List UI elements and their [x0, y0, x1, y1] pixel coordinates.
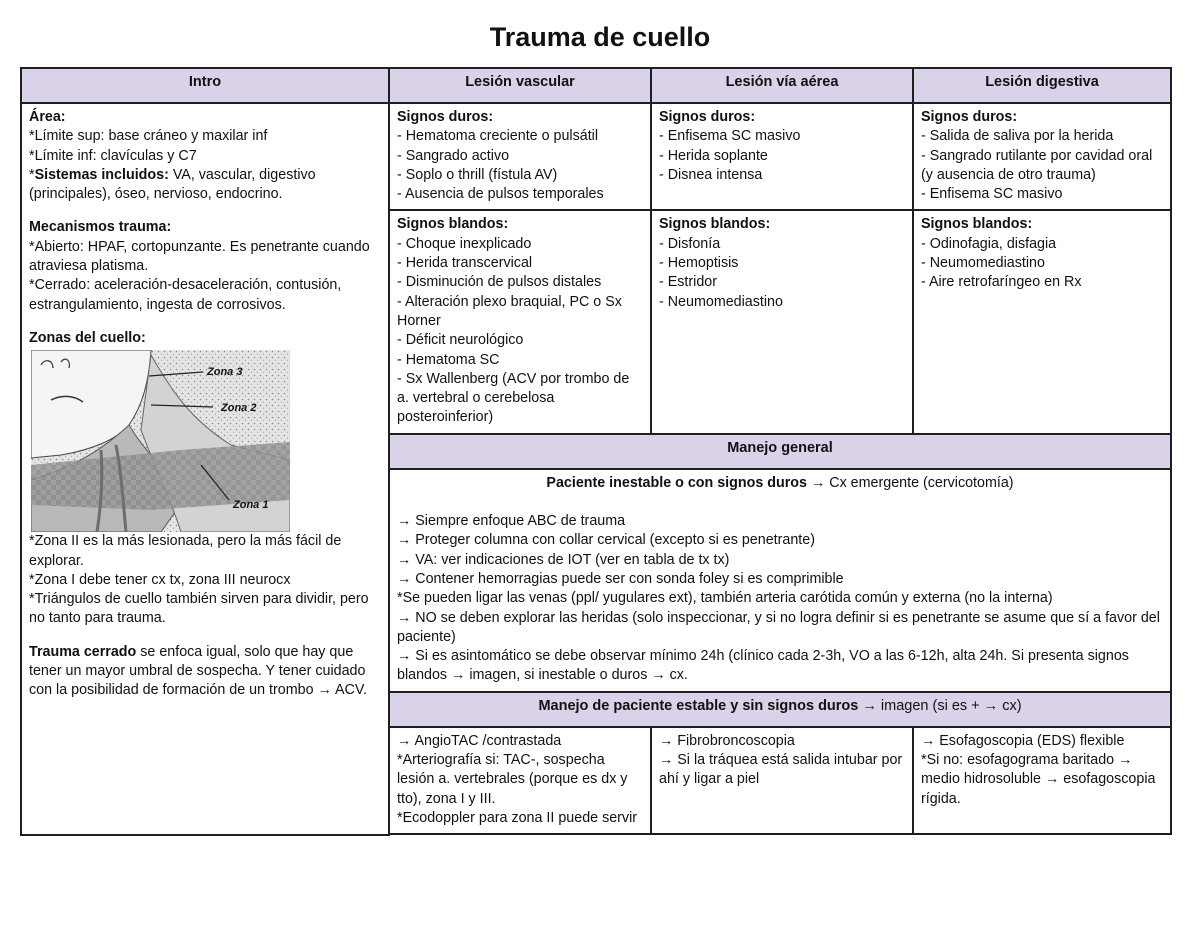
vascular-hard-signs — [389, 103, 651, 210]
systems-label: Sistemas incluidos: — [34, 166, 169, 183]
list-item: - Hematoma SC — [397, 351, 500, 368]
mechanism-closed: *Cerrado: aceleración-desaceleración, contusión, estrangulamiento, ingesta de corrosivos. — [29, 277, 342, 313]
list-item: - Enfisema SC masivo — [921, 186, 1063, 203]
list-item: → VA: ver indicaciones de IOT (ver en tabla de tx tx) — [397, 551, 730, 568]
list-item: → Esofagoscopia (EDS) flexible — [921, 732, 1125, 749]
list-item: - Sangrado activo — [397, 147, 510, 164]
unstable-line — [397, 474, 1163, 493]
list-item: - Salida de saliva por la herida — [921, 128, 1114, 145]
list-item: - Odinofagia, disfagia — [921, 235, 1057, 252]
area-line: *Límite sup: base cráneo y maxilar inf — [29, 128, 268, 145]
hard-signs-row — [21, 103, 1171, 210]
list-item: → NO se deben explorar las heridas (solo inspeccionar, y si no logra definir si es penetrante se asume que sí a favor del paciente) — [397, 609, 1160, 645]
hard-signs-label: Signos duros: — [397, 109, 494, 125]
list-item: → Si la tráquea está salida intubar por ahí y ligar a piel — [659, 752, 903, 788]
list-item: *Ecodoppler para zona II puede servir — [397, 809, 638, 826]
zone-note: *Triángulos de cuello también sirven para dividir, pero no tanto para trauma. — [29, 591, 369, 627]
list-item: - Disminución de pulsos distales — [397, 274, 602, 291]
list-item: - Aire retrofaríngeo en Rx — [921, 274, 1082, 291]
stable-management-header — [389, 692, 1171, 727]
list-item: → Siempre enfoque ABC de trauma — [397, 513, 626, 530]
zones-section — [29, 329, 381, 629]
list-item: → Proteger columna con collar cervical (excepto si es penetrante) — [397, 532, 815, 549]
list-item: - Hemoptisis — [659, 255, 739, 272]
intro-cell — [21, 103, 389, 835]
zone-note: *Zona II es la más lesionada, pero la más fácil de explorar. — [29, 533, 342, 569]
vascular-soft-signs — [389, 210, 651, 433]
area-label: Área: — [29, 109, 66, 125]
closed-trauma-label: Trauma cerrado — [29, 643, 137, 660]
header-airway: Lesión vía aérea — [651, 68, 913, 103]
neck-zones-illustration — [31, 350, 290, 532]
list-item: - Ausencia de pulsos temporales — [397, 186, 604, 203]
list-item: *Si no: esofagograma baritado → medio hidrosoluble → esofagoscopia rígida. — [921, 752, 1156, 807]
general-management-header: Manejo general — [389, 434, 1171, 469]
list-item: → Si es asintomático se debe observar mínimo 24h (clínico cada 2-3h, VO a las 6-12h, alta 24h. Si presenta signos blandos → imagen, si inestable o duros → cx. — [397, 648, 1129, 684]
list-item: → Fibrobroncoscopia — [659, 732, 795, 749]
page-title: Trauma de cuello — [489, 22, 711, 52]
zone-1-label: Zona 1 — [233, 499, 269, 512]
hard-signs-label: Signos duros: — [659, 109, 756, 125]
mechanism-open: *Abierto: HPAF, cortopunzante. Es penetrante cuando atraviesa platisma. — [29, 238, 370, 275]
systems-line: *Sistemas incluidos: VA, vascular, digestivo (principales), óseo, nervioso, endocrino. — [29, 166, 316, 203]
summary-table — [20, 67, 1172, 836]
list-item: - Déficit neurológico — [397, 332, 524, 349]
header-vascular: Lesión vascular — [389, 68, 651, 103]
list-item: - Alteración plexo braquial, PC o Sx Horner — [397, 293, 622, 329]
mechanisms-section — [29, 218, 381, 314]
area-line: *Límite inf: clavículas y C7 — [29, 147, 197, 164]
mechanisms-label: Mecanismos trauma: — [29, 219, 172, 236]
list-item: - Disnea intensa — [659, 166, 763, 183]
list-item: → Contener hemorragias puede ser con sonda foley si es comprimible — [397, 570, 844, 587]
header-digestive: Lesión digestiva — [913, 68, 1171, 103]
list-item: - Disfonía — [659, 235, 721, 252]
unstable-bold: Paciente inestable o con signos duros — [546, 474, 807, 491]
list-item: *Arteriografía si: TAC-, sospecha lesión a. vertebrales (porque es dx y tto), zona I y III. — [397, 752, 628, 807]
digestive-hard-signs — [913, 103, 1171, 210]
list-item: - Herida transcervical — [397, 255, 533, 272]
airway-stable-cell — [651, 727, 913, 834]
unstable-rest: → Cx emergente (cervicotomía) — [807, 474, 1014, 491]
general-management-cell — [389, 469, 1171, 692]
zone-note: *Zona I debe tener cx tx, zona III neurocx — [29, 571, 291, 588]
zone-2-label: Zona 2 — [221, 402, 257, 415]
airway-hard-signs — [651, 103, 913, 210]
airway-soft-signs — [651, 210, 913, 433]
list-item: - Sangrado rutilante por cavidad oral (y ausencia de otro trauma) — [921, 147, 1153, 183]
list-item: - Choque inexplicado — [397, 235, 532, 252]
soft-signs-label: Signos blandos: — [921, 216, 1033, 233]
vascular-stable-cell — [389, 727, 651, 834]
list-item: → AngioTAC /contrastada — [397, 732, 562, 749]
list-item: - Sx Wallenberg (ACV por trombo de a. vertebral o cerebelosa posteroinferior) — [397, 370, 630, 426]
closed-trauma-text: se enfoca igual, solo que hay que tener un mayor umbral de sospecha. Y tener cuidado con la posibilidad de formación de un trombo → ACV. — [29, 643, 368, 699]
stable-header-rest: → imagen (si es + → cx) — [858, 697, 1022, 714]
closed-trauma-note — [29, 643, 381, 701]
list-item: - Neumomediastino — [921, 255, 1045, 272]
hard-signs-label: Signos duros: — [921, 109, 1018, 125]
list-item: - Neumomediastino — [659, 293, 783, 310]
list-item: *Se pueden ligar las venas (ppl/ yugulares ext), también arteria carótida común y externa (no la interna) — [397, 590, 1053, 607]
stable-header-bold: Manejo de paciente estable y sin signos duros — [538, 697, 859, 714]
zones-label: Zonas del cuello: — [29, 329, 146, 346]
soft-signs-label: Signos blandos: — [659, 216, 771, 233]
header-row — [21, 68, 1171, 103]
digestive-soft-signs — [913, 210, 1171, 433]
list-item: - Herida soplante — [659, 147, 768, 164]
list-item: - Hematoma creciente o pulsátil — [397, 128, 599, 145]
list-item: - Soplo o thrill (fístula AV) — [397, 166, 558, 183]
digestive-stable-cell — [913, 727, 1171, 834]
zone-3-label: Zona 3 — [207, 366, 243, 379]
header-intro: Intro — [21, 68, 389, 103]
systems-text: VA, vascular, digestivo (principales), óseo, nervioso, endocrino. — [29, 166, 316, 203]
list-item: - Estridor — [659, 274, 717, 291]
list-item: - Enfisema SC masivo — [659, 128, 801, 145]
soft-signs-label: Signos blandos: — [397, 216, 509, 233]
